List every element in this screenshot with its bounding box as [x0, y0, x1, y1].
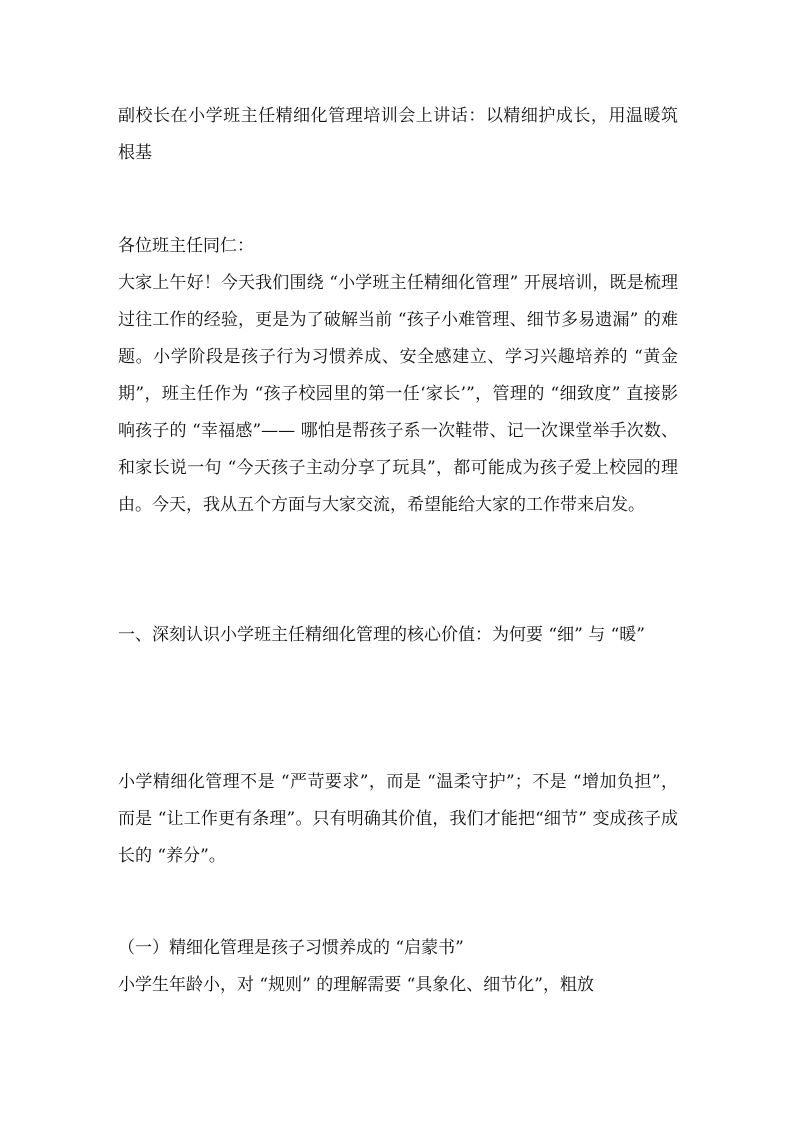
salutation: 各位班主任同仁：: [118, 236, 254, 256]
subsection-heading: （一）精细化管理是孩子习惯养成的 “启蒙书”: [118, 938, 464, 958]
section-heading: 一、深刻认识小学班主任精细化管理的核心价值：为何要 “细” 与 “暖”: [118, 625, 645, 645]
intro-paragraph: 大家上午好！今天我们围绕 “小学班主任精细化管理” 开展培训，既是梳理过往工作的经验，更是为了破解当前 “孩子小难管理、细节多易遗漏” 的难题。小学阶段是孩子行为习惯养成、安全感建立、学习兴趣培养的 “黄金期”，班主任作为 “孩子校园里的第一任‘家长’”，管理的 “细致度” 直接影响孩子的 “幸福感”—— 哪怕是帮孩子系一次鞋带、记一次课堂举手次数、和家长说一句 “今天孩子主动分享了玩具”，都可能成为孩子爱上校园的理由。今天，我从五个方面与大家交流，希望能给大家的工作带来启发。: [118, 273, 678, 515]
section-paragraph: 小学精细化管理不是 “严苛要求”，而是 “温柔守护”；不是 “增加负担”，而是 “让工作更有条理”。只有明确其价值，我们才能把“细节” 变成孩子成长的 “养分”。: [118, 772, 678, 866]
subsection-paragraph: 小学生年龄小，对 “规则” 的理解需要 “具象化、细节化”，粗放: [118, 975, 594, 995]
document-title: 副校长在小学班主任精细化管理培训会上讲话：以精细护成长，用温暖筑根基: [118, 106, 678, 163]
